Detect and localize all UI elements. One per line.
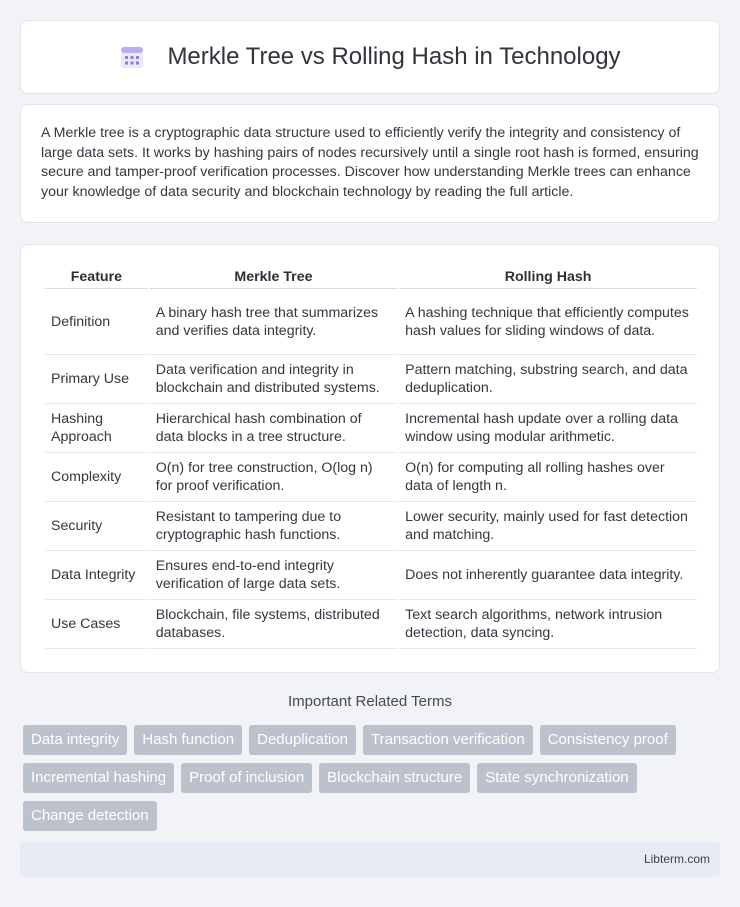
related-term-tag[interactable]: Incremental hashing [23,763,174,793]
related-term-tag[interactable]: Deduplication [249,725,356,755]
comparison-table-card [20,244,720,673]
row-feature: Definition [45,289,148,355]
related-term-tag[interactable]: Hash function [134,725,242,755]
row-rolling: Lower security, mainly used for fast detection and matching. [399,502,697,551]
table-row [45,404,697,453]
row-merkle: Blockchain, file systems, distributed databases. [150,600,397,649]
related-term-tag[interactable]: Change detection [23,801,157,831]
row-merkle: Data verification and integrity in blockchain and distributed systems. [150,355,397,404]
row-rolling: Text search algorithms, network intrusion detection, data syncing. [399,600,697,649]
page-header [20,20,720,94]
table-row [45,551,697,600]
row-rolling: Incremental hash update over a rolling data window using modular arithmetic. [399,404,697,453]
row-feature: Primary Use [45,355,148,404]
row-rolling: Does not inherently guarantee data integrity. [399,551,697,600]
calendar-grid-icon [119,44,145,70]
row-feature: Security [45,502,148,551]
row-feature: Use Cases [45,600,148,649]
comparison-table [43,265,699,649]
table-header-row [45,265,697,289]
row-merkle: Ensures end-to-end integrity verification of large data sets. [150,551,397,600]
row-rolling: O(n) for computing all rolling hashes over data of length n. [399,453,697,502]
row-rolling: A hashing technique that efficiently computes hash values for sliding windows of data. [399,289,697,355]
related-term-tag[interactable]: Consistency proof [540,725,676,755]
row-rolling: Pattern matching, substring search, and data deduplication. [399,355,697,404]
intro-text: A Merkle tree is a cryptographic data structure used to efficiently verify the integrity and consistency of large data sets. It works by hashing pairs of nodes recursively until a single root hash is formed, ensuring secure and tamper-proof verification processes. Discover how understanding Merkle trees can enhance your knowledge of data security and blockchain technology by reading the full article. [41,125,699,200]
page-title: Merkle Tree vs Rolling Hash in Technology [167,43,621,70]
header-rolling-hash: Rolling Hash [399,265,697,289]
related-terms-title: Important Related Terms [288,693,452,710]
related-terms-list [23,725,723,831]
related-term-tag[interactable]: Proof of inclusion [181,763,312,793]
row-feature: Data Integrity [45,551,148,600]
table-row [45,355,697,404]
related-term-tag[interactable]: Blockchain structure [319,763,470,793]
header-merkle-tree: Merkle Tree [150,265,397,289]
footer-site-link[interactable]: Libterm.com [643,852,710,866]
related-term-tag[interactable]: Transaction verification [363,725,533,755]
row-feature: Hashing Approach [45,404,148,453]
related-term-tag[interactable]: Data integrity [23,725,127,755]
row-merkle: A binary hash tree that summarizes and verifies data integrity. [150,289,397,355]
row-merkle: Hierarchical hash combination of data blocks in a tree structure. [150,404,397,453]
related-term-tag[interactable]: State synchronization [477,763,636,793]
table-row [45,453,697,502]
table-row [45,289,697,355]
intro-section [20,104,720,223]
page-footer [20,842,720,877]
header-feature: Feature [45,265,148,289]
row-merkle: Resistant to tampering due to cryptographic hash functions. [150,502,397,551]
table-row [45,502,697,551]
row-merkle: O(n) for tree construction, O(log n) for proof verification. [150,453,397,502]
table-row [45,600,697,649]
row-feature: Complexity [45,453,148,502]
